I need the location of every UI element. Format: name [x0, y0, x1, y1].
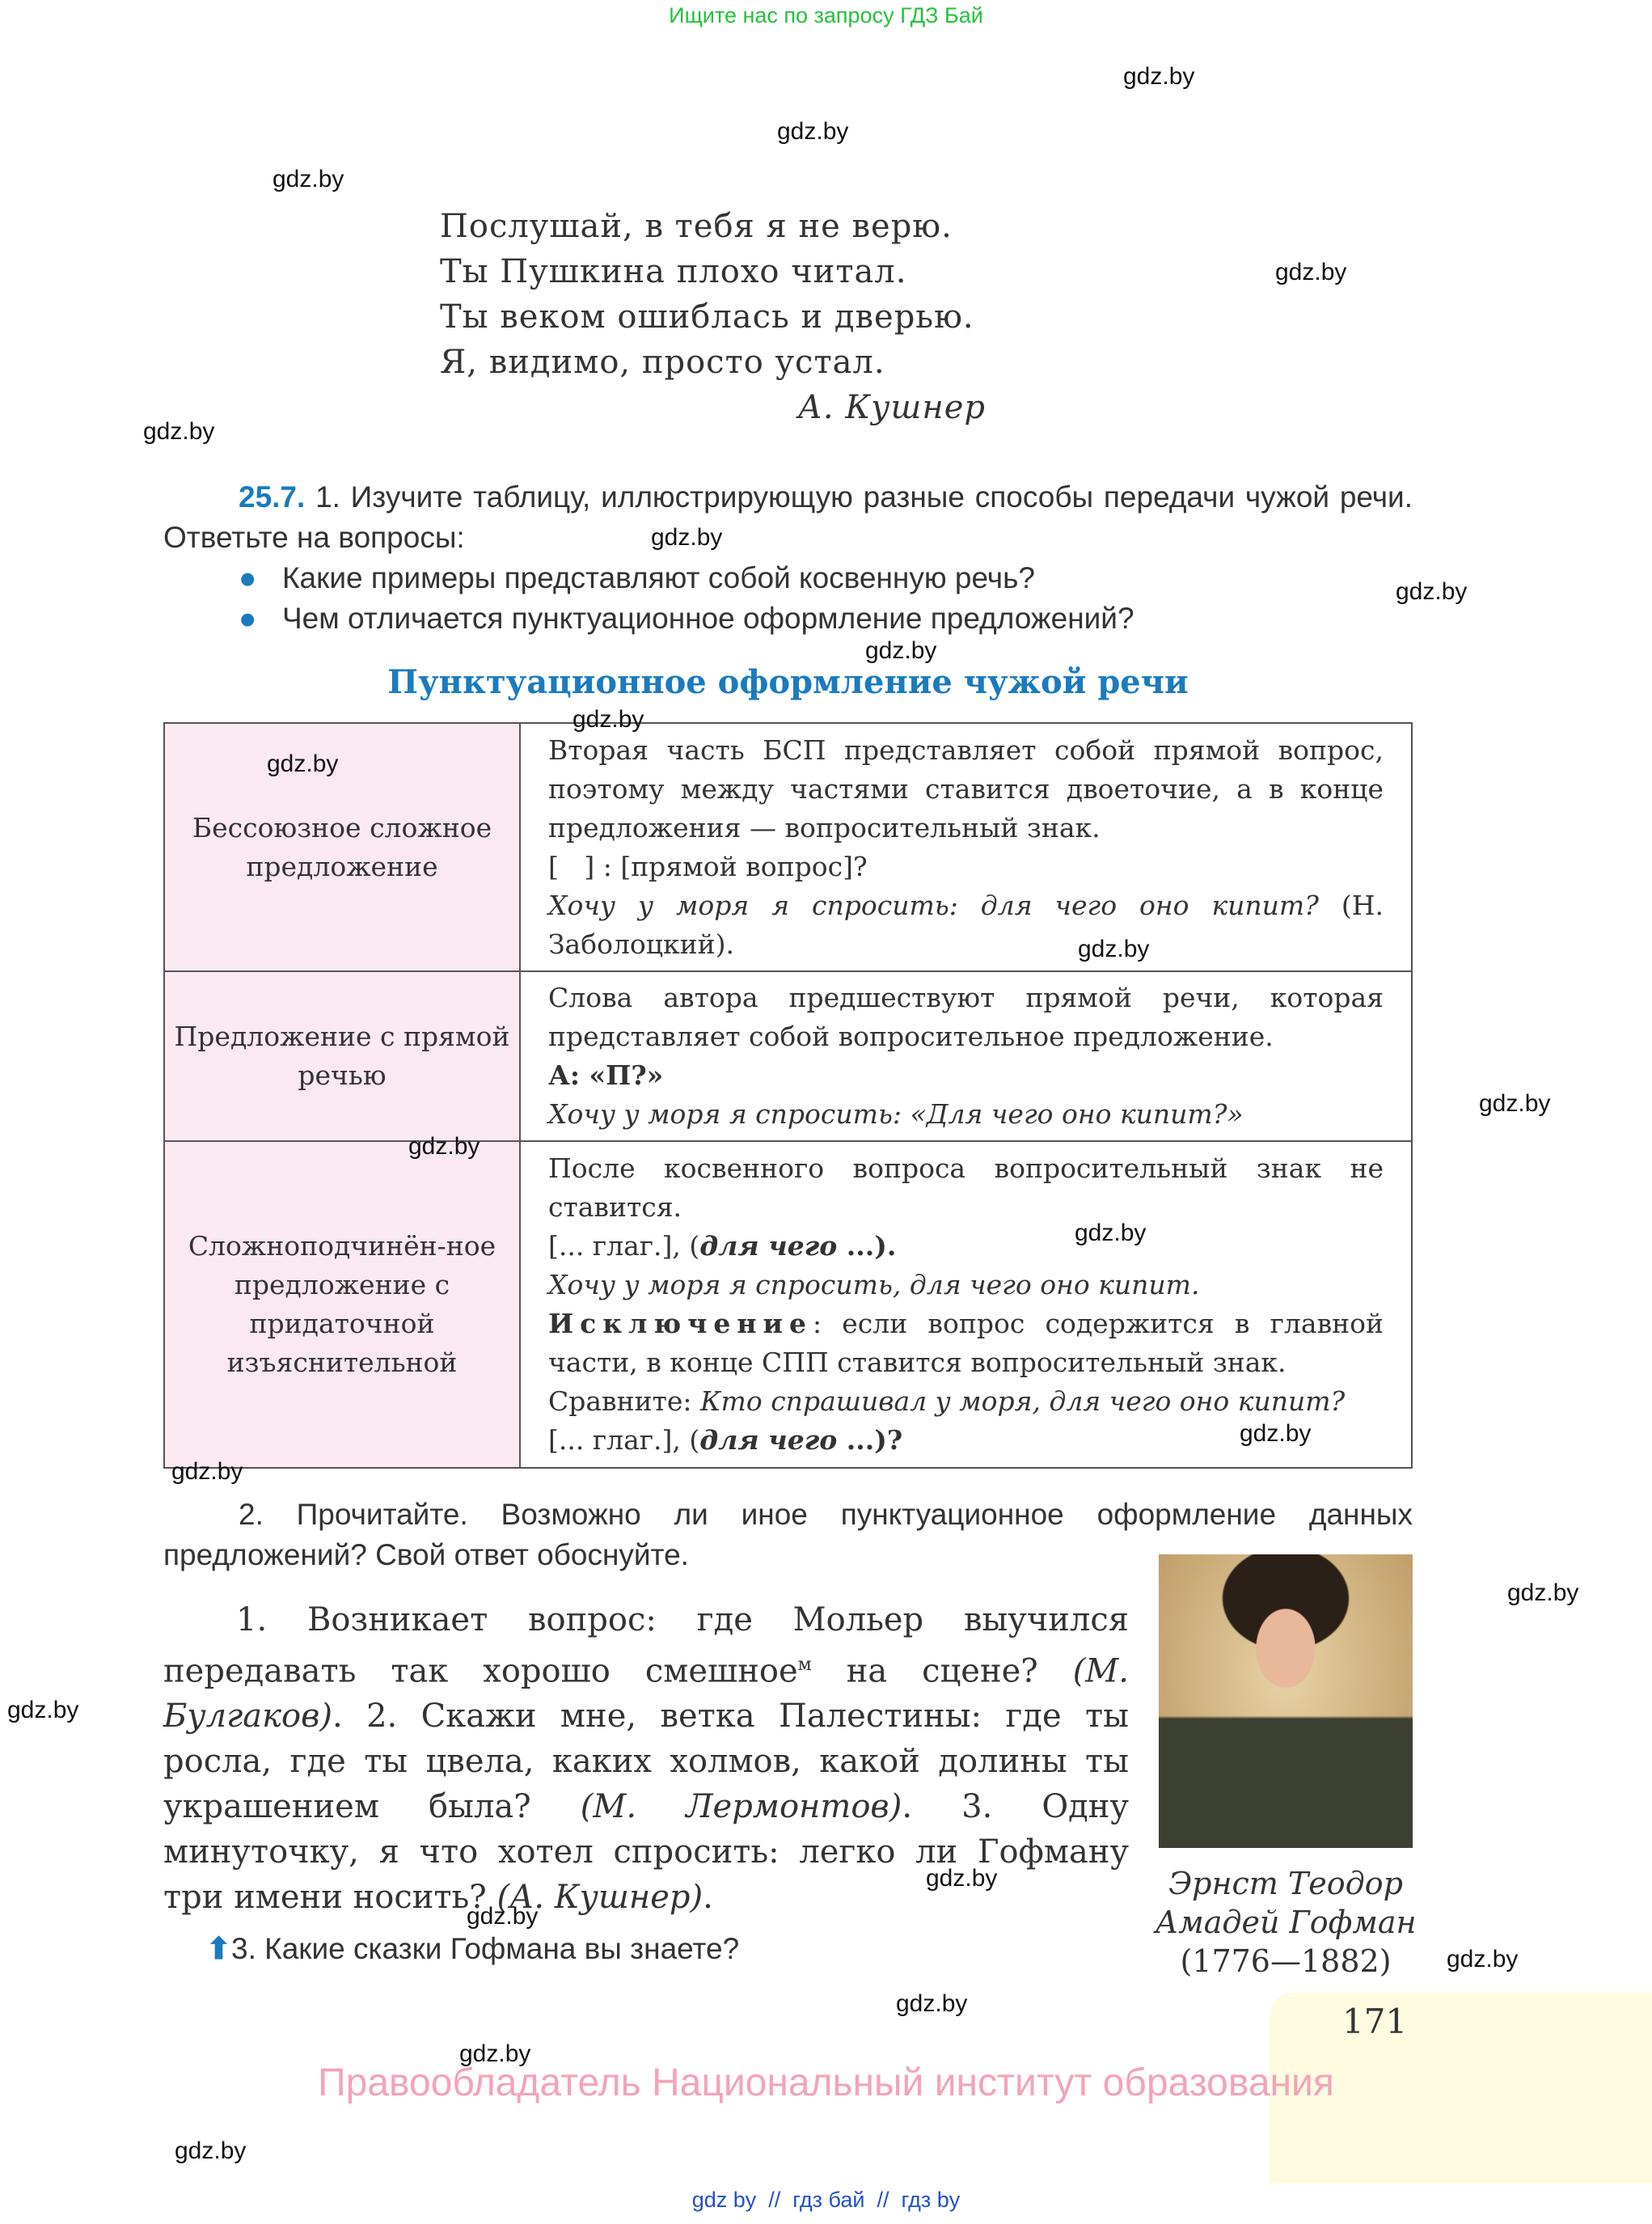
- sentence: . 2. Скажи мне, ветка Палестины: где ты росла, где ты цвела, каких холмов, какой долины ты украшением была?: [163, 1698, 1129, 1826]
- watermark: gdz.by: [777, 118, 849, 145]
- example-source: (Н. Заболоцкий).: [548, 889, 1384, 960]
- footnote-mark: м: [797, 1655, 812, 1675]
- example: Хочу у моря я спросить: «Для чего оно кипит?»: [548, 1098, 1244, 1130]
- table-row: [164, 723, 1412, 971]
- watermark: gdz.by: [273, 166, 344, 192]
- question-text: 3. Какие сказки Гофмана вы знаете?: [231, 1932, 740, 1965]
- sentence: .: [703, 1879, 713, 1917]
- poem-line: Я, видимо, просто устал.: [440, 344, 885, 381]
- punctuation-table: [163, 722, 1413, 1469]
- row-header: Бессоюзное сложное предложение: [164, 723, 520, 971]
- watermark: gdz.by: [1479, 1090, 1551, 1117]
- scheme: А: «П?»: [548, 1059, 664, 1091]
- compare-label: Сравните:: [548, 1385, 701, 1417]
- watermark: gdz.by: [865, 637, 937, 664]
- watermark: gdz.by: [267, 750, 339, 777]
- author: (М. Лермонтов): [580, 1788, 902, 1826]
- sentence: . 3. Одну минуточку, я что хотел спросить: легко ли Гофману три имени носить?: [163, 1788, 1130, 1917]
- poem-author: А. Кушнер: [797, 389, 986, 426]
- scheme-part: [... глаг.], (: [548, 1230, 700, 1262]
- rule-text: Вторая часть БСП представляет собой прямой вопрос, поэтому между частями ставится двоеточие, а в конце предложения — вопросительный знак.: [548, 734, 1384, 844]
- rule-text: После косвенного вопроса вопросительный знак не ставится.: [548, 1152, 1384, 1223]
- watermark: gdz.by: [175, 2137, 247, 2164]
- example: Хочу у моря я спросить: для чего оно кипит?: [548, 889, 1319, 921]
- footer-links[interactable]: gdz by // гдз бай // гдз by: [691, 2188, 961, 2212]
- watermark: gdz.by: [572, 706, 644, 733]
- watermark: gdz.by: [1075, 1220, 1147, 1246]
- poem-line: Ты Пушкина плохо читал.: [440, 253, 907, 290]
- row-header: Предложение с прямой речью: [164, 971, 520, 1141]
- poem: [440, 204, 986, 430]
- poem-line: Ты веком ошиблась и дверью.: [440, 298, 974, 336]
- compare-example: Кто спрашивал у моря, для чего оно кипит?: [700, 1385, 1346, 1417]
- caption-line: Амадей Гофман: [1155, 1905, 1417, 1940]
- poem-line: Послушай, в тебя я не верю.: [440, 208, 953, 245]
- watermark: gdz.by: [143, 418, 215, 445]
- task-number: 25.7.: [239, 480, 306, 514]
- exception-label: Исключение: [548, 1308, 813, 1339]
- watermark: gdz.by: [896, 1990, 968, 2017]
- bullet-text: Чем отличается пунктуационное оформление предложений?: [282, 602, 1134, 635]
- row-content: [520, 723, 1412, 971]
- bullet-icon: ●: [239, 561, 257, 594]
- watermark: gdz.by: [1507, 1579, 1579, 1606]
- scheme: [ ] : [прямой вопрос]?: [548, 850, 868, 882]
- watermark: gdz.by: [651, 524, 723, 551]
- watermark: gdz.by: [1123, 63, 1195, 90]
- watermark: gdz.by: [1078, 936, 1150, 962]
- task-intro: 1. Изучите таблицу, иллюстрирующую разные способы передачи чужой речи. Ответьте на вопросы:: [163, 480, 1413, 554]
- watermark: gdz.by: [459, 2040, 531, 2067]
- table-row: [164, 1141, 1412, 1468]
- scheme-part: ...)?: [837, 1424, 903, 1456]
- row-header: Сложноподчинён-ное предложение с придаточной изъяснительной: [164, 1141, 520, 1468]
- scheme-part: [... глаг.], (: [548, 1424, 700, 1456]
- scheme-part: ...).: [837, 1230, 897, 1262]
- example: Хочу у моря я спросить, для чего оно кипит.: [548, 1269, 1200, 1300]
- author: (М. Булгаков): [163, 1652, 1129, 1736]
- table-row: [164, 971, 1412, 1141]
- copyright-holder: Правообладатель Национальный институт образования: [318, 2061, 1334, 2104]
- table-title: Пунктуационное оформление чужой речи: [387, 663, 1189, 701]
- bullet-icon: ●: [239, 602, 257, 635]
- watermark: gdz.by: [7, 1697, 79, 1723]
- arrow-up-icon: ⬆: [206, 1932, 232, 1965]
- question-3: [206, 1931, 739, 1966]
- task-part-2: 2. Прочитайте. Возможно ли иное пунктуационное оформление данных предложений? Свой ответ обоснуйте.: [163, 1498, 1413, 1571]
- page-number: 171: [1342, 2002, 1408, 2041]
- watermark: gdz.by: [1447, 1946, 1519, 1972]
- caption-line: Эрнст Теодор: [1168, 1866, 1403, 1901]
- watermark: gdz.by: [1396, 578, 1468, 605]
- author: (А. Кушнер): [496, 1879, 703, 1917]
- bullet-item: [163, 598, 1413, 639]
- bullet-text: Какие примеры представляют собой косвенную речь?: [282, 561, 1035, 594]
- watermark: gdz.by: [408, 1133, 480, 1160]
- watermark: gdz.by: [171, 1458, 243, 1485]
- search-banner: Ищите нас по запросу ГДЗ Бай: [669, 3, 983, 27]
- bullet-item: [163, 558, 1413, 598]
- scheme: [548, 1227, 1384, 1266]
- watermark: gdz.by: [467, 1903, 539, 1930]
- sentence: на сцене?: [811, 1652, 1073, 1690]
- watermark: gdz.by: [1240, 1420, 1312, 1447]
- task-25-7: [163, 477, 1413, 639]
- row-content: [520, 971, 1412, 1141]
- portrait-caption: [1148, 1864, 1423, 1981]
- hoffmann-portrait: [1159, 1554, 1413, 1848]
- sentence: 1. Возникает вопрос: где Мольер выучился передавать так хорошо смешное: [163, 1601, 1129, 1690]
- exception-text: : если вопрос содержится в главной части, в конце СПП ставится вопросительный знак.: [548, 1308, 1384, 1378]
- caption-line: (1776—1882): [1180, 1943, 1392, 1979]
- watermark: gdz.by: [1275, 259, 1347, 285]
- scheme-part: для чего: [699, 1230, 838, 1262]
- row-content: [520, 1141, 1412, 1468]
- watermark: gdz.by: [926, 1865, 998, 1892]
- rule-text: Слова автора предшествуют прямой речи, которая представляет собой вопросительное предложение.: [548, 982, 1384, 1052]
- scheme-part: для чего: [699, 1424, 838, 1456]
